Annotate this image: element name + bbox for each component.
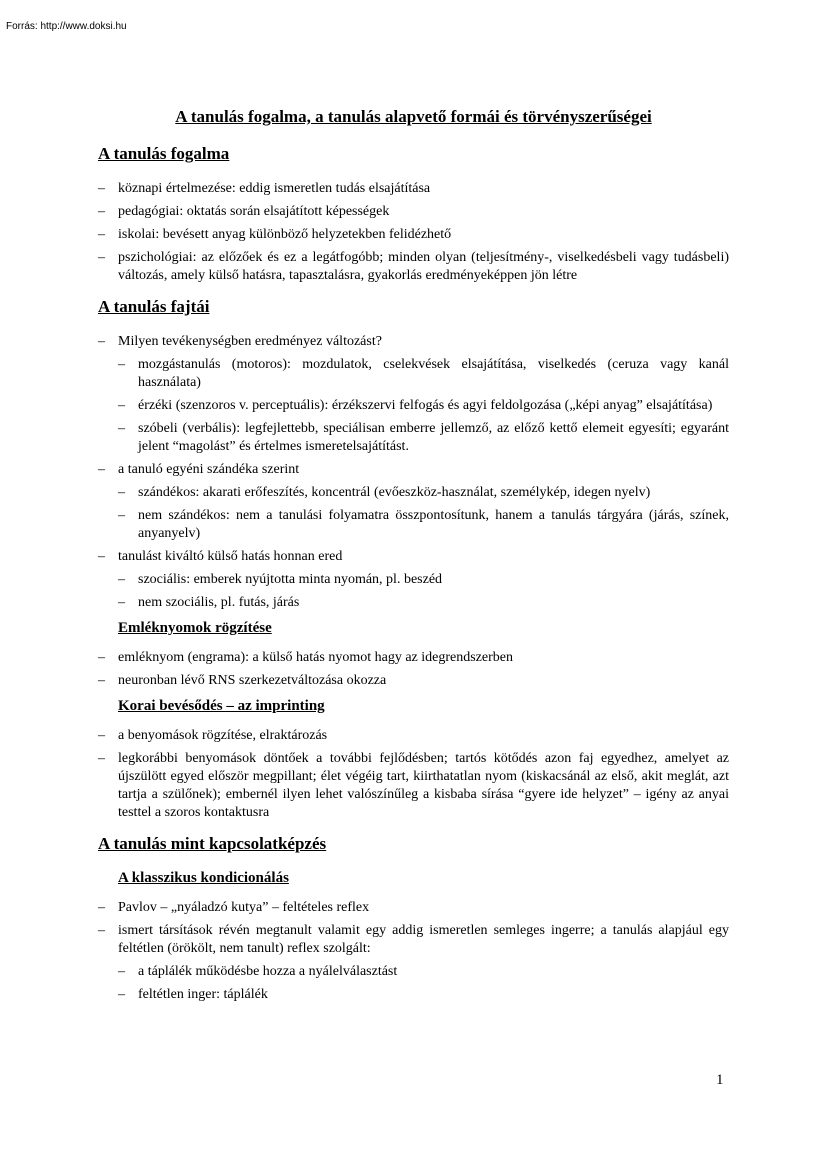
sublist-item: – érzéki (szenzoros v. perceptuális): érzékszervi felfogás és agyi feldolgozása („képi anyag” elsajátítása) [118,397,729,415]
list-tanulas-fajtai [98,333,729,612]
list-item-text: a tanuló egyéni szándéka szerint [118,462,300,477]
list-item: – legkorábbi benyomások döntőek a további fejlődésben; tartós kötődés azon faj egyedhez, amelyet az újszülött egyed először megpillant; élet végéig tart, kiirthatatlan nyom (kiskacsánál az első, akit meglát, azt tartja a szülőnek); embernél ilyen lehet valószínűleg a kisbaba sírása “gyere ide helyzet” – igény az anyai testtel a szoros kontaktusra [98,750,729,822]
list-item: – Pavlov – „nyáladzó kutya” – feltételes reflex [98,899,729,917]
list-item: – a benyomások rögzítése, elraktározás [98,727,729,745]
page-number: 1 [716,1072,724,1088]
heading-tanulas-fogalma: A tanulás fogalma [98,144,230,163]
list-item [98,548,729,612]
list-emleknyomok [98,649,729,690]
list-item-text: tanulást kiváltó külső hatás honnan ered [118,549,343,564]
page-title: A tanulás fogalma, a tanulás alapvető formái és törvényszerűségei [175,107,652,126]
sublist [118,484,729,543]
list-item: – iskolai: bevésett anyag különböző helyzetekben felidézhető [98,226,729,244]
sublist-item: – feltétlen inger: táplálék [118,986,729,1004]
list-item: – neuronban lévő RNS szerkezetváltozása okozza [98,672,729,690]
sublist-item: – nem szociális, pl. futás, járás [118,594,729,612]
list-item [98,922,729,1004]
list-imprinting [98,727,729,822]
heading-imprinting: Korai bevésődés – az imprinting [118,698,325,714]
heading-kapcsolatkepzes: A tanulás mint kapcsolatképzés [98,834,327,853]
list-item-text: ismert társítások révén megtanult valamit egy addig ismeretlen semleges ingerre; a tanulás alapjául egy feltétlen (örökölt, nem tanult) reflex szolgált: [118,923,729,956]
list-kondicionalas [98,899,729,1004]
sublist-item: – nem szándékos: nem a tanulási folyamatra összpontosítunk, hanem a tanulás tárgyára (járás, színek, anyanyelv) [118,507,729,543]
heading-tanulas-fajtai: A tanulás fajtái [98,297,210,316]
list-item: – köznapi értelmezése: eddig ismeretlen tudás elsajátítása [98,180,729,198]
list-item: – emléknyom (engrama): a külső hatás nyomot hagy az idegrendszerben [98,649,729,667]
list-item [98,461,729,543]
sublist [118,963,729,1004]
sublist-item: – a táplálék működésbe hozza a nyálelválasztást [118,963,729,981]
list-tanulas-fogalma [98,180,729,285]
list-item-text: Milyen tevékenységben eredményez változást? [118,334,382,349]
list-item [98,333,729,456]
sublist [118,356,729,456]
sublist-item: – szociális: emberek nyújtotta minta nyomán, pl. beszéd [118,571,729,589]
sublist-item: – mozgástanulás (motoros): mozdulatok, cselekvések elsajátítása, viselkedés (ceruza vagy kanál használata) [118,356,729,392]
sublist [118,571,729,612]
list-item: – pedagógiai: oktatás során elsajátított képességek [98,203,729,221]
document-page [98,106,729,1009]
heading-emleknyomok: Emléknyomok rögzítése [118,620,272,636]
sublist-item: – szándékos: akarati erőfeszítés, koncentrál (evőeszköz-használat, személykép, idegen nyelv) [118,484,729,502]
source-url: Forrás: http://www.doksi.hu [6,21,127,32]
list-item: – pszichológiai: az előzőek és ez a legátfogóbb; minden olyan (teljesítmény-, viselkedésbeli vagy tudásbeli) változás, amely külső hatásra, tapasztalásra, gyakorlás eredményeképpen jön létre [98,249,729,285]
heading-klasszikus-kondicionalas: A klasszikus kondicionálás [118,870,289,886]
sublist-item: – szóbeli (verbális): legfejlettebb, speciálisan emberre jellemző, az előző kettő elemeit egyesíti; egyaránt jelent “magolást” és értelmes ismeretelsajátítást. [118,420,729,456]
